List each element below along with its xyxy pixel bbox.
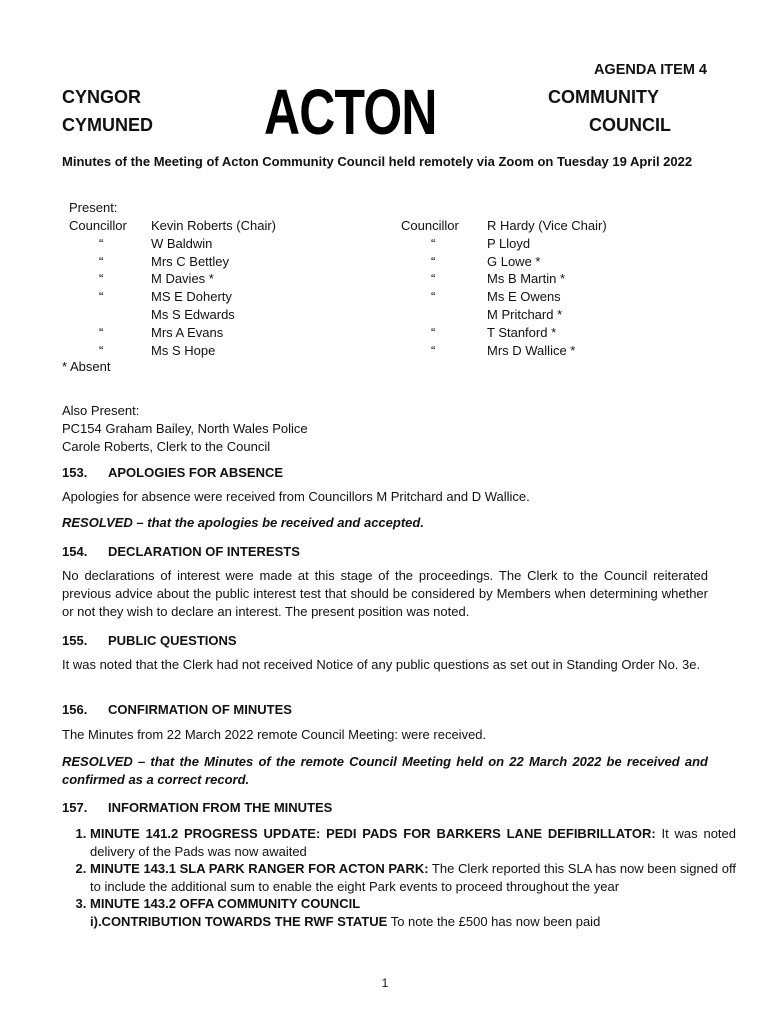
english-name-line2: COUNCIL: [589, 115, 671, 135]
also-present-line: PC154 Graham Bailey, North Wales Police: [62, 420, 308, 436]
section-text: Apologies for absence were received from Councillors M Pritchard and D Wallice.: [62, 489, 530, 504]
councillor-role: “: [431, 235, 436, 251]
councillor-role: “: [99, 342, 104, 358]
councillor-role: “: [99, 289, 104, 305]
councillor-role: “: [431, 342, 436, 358]
councillor-role: “: [99, 271, 104, 287]
resolution-text: RESOLVED – that the apologies be received and accepted.: [62, 515, 424, 530]
item-text: To note the £500 has now been paid: [387, 913, 601, 929]
list-item: [90, 860, 736, 895]
english-council-name: [548, 83, 671, 139]
councillor-role: [69, 306, 127, 324]
list-item: [90, 895, 736, 930]
list-item: [90, 825, 736, 860]
section-heading: [62, 465, 708, 480]
councillor-role: “: [431, 324, 436, 340]
english-name-line1: COMMUNITY: [548, 87, 659, 107]
councillor-role: “: [99, 253, 104, 269]
councillor-role: Councillor: [401, 218, 459, 233]
councillor-name: M Davies *: [151, 271, 214, 287]
councillor-name: Ms S Hope: [151, 342, 216, 358]
section-title: CONFIRMATION OF MINUTES: [108, 702, 292, 717]
councillor-name: G Lowe *: [487, 253, 541, 269]
section-154: [62, 544, 708, 621]
councillor-name: P Lloyd: [487, 235, 531, 251]
section-156: [62, 702, 708, 789]
councillor-role: Councillor: [69, 218, 127, 233]
item-title: MINUTE 143.2 OFFA COMMUNITY COUNCIL: [90, 896, 361, 911]
minutes-info-list: [62, 825, 736, 930]
section-heading: [62, 702, 708, 717]
item-text: The Clerk reported this SLA has now been signed off to include the additional sum to enable the eight Park events to proceed throughout the year: [90, 861, 736, 894]
councillor-name: Mrs D Wallice *: [487, 342, 576, 358]
section-text: It was noted that the Clerk had not received Notice of any public questions as set out in Standing Order No. 3e.: [62, 657, 701, 672]
councillor-role: “: [431, 253, 436, 269]
agenda-item-label: AGENDA ITEM 4: [593, 62, 707, 78]
item-text: It was noted delivery of the Pads was now awaited: [90, 826, 736, 859]
section-heading: [62, 544, 708, 559]
section-title: INFORMATION FROM THE MINUTES: [108, 800, 333, 815]
councillor-name: R Hardy (Vice Chair): [487, 218, 607, 233]
councillor-name: Ms S Edwards: [151, 306, 235, 322]
councillor-role: “: [99, 324, 104, 340]
councillor-name: Ms B Martin *: [487, 271, 566, 287]
right-names-column: [487, 217, 607, 359]
section-text: No declarations of interest were made at this stage of the proceedings. The Clerk to the Council reiterated previous advice about the public interest test that should be considered by Members when determining whether or not they wish to declare an interest. The present position was noted.: [62, 568, 708, 619]
councillor-role: “: [431, 271, 436, 287]
section-title: PUBLIC QUESTIONS: [108, 633, 237, 648]
left-names-column: [151, 217, 276, 359]
minutes-title: Minutes of the Meeting of Acton Community Council held remotely via Zoom on Tuesday 19 April 2022: [62, 154, 693, 169]
councillor-role: “: [431, 289, 436, 305]
welsh-name-line2: CYMUNED: [62, 115, 154, 135]
councillor-role: [401, 306, 459, 324]
councillor-name: M Pritchard *: [487, 306, 563, 322]
page-number: 1: [381, 976, 389, 990]
section-number: 157.: [62, 800, 88, 815]
councillor-name: MS E Doherty: [151, 289, 232, 305]
councillor-role: “: [99, 235, 104, 251]
acton-logo: ACTON: [264, 76, 437, 148]
also-present-block: [62, 402, 308, 455]
section-157: [62, 800, 708, 815]
section-number: 153.: [62, 465, 88, 480]
welsh-name-line1: CYNGOR: [62, 87, 142, 107]
councillor-name: Ms E Owens: [487, 289, 561, 305]
section-number: 155.: [62, 633, 88, 648]
also-present-label: Also Present:: [62, 403, 140, 418]
absent-note: * Absent: [62, 359, 111, 374]
section-title: APOLOGIES FOR ABSENCE: [108, 465, 284, 480]
section-heading: [62, 633, 708, 648]
section-number: 156.: [62, 702, 88, 717]
right-role-column: [401, 217, 459, 359]
section-153: [62, 465, 708, 532]
section-number: 154.: [62, 544, 88, 559]
section-text: The Minutes from 22 March 2022 remote Council Meeting: were received.: [62, 727, 487, 742]
left-role-column: [69, 217, 127, 359]
councillor-name: T Stanford *: [487, 324, 557, 340]
councillor-name: W Baldwin: [151, 235, 213, 251]
item-subtitle: i).CONTRIBUTION TOWARDS THE RWF STATUE: [90, 913, 388, 929]
section-title: DECLARATION OF INTERESTS: [108, 544, 300, 559]
section-155: [62, 633, 708, 674]
section-heading: [62, 800, 708, 815]
also-present-line: Carole Roberts, Clerk to the Council: [62, 438, 271, 454]
present-label: Present:: [69, 200, 118, 215]
resolution-text: RESOLVED – that the Minutes of the remote Council Meeting held on 22 March 2022 be received and confirmed as a correct record.: [62, 754, 708, 787]
welsh-council-name: [62, 83, 153, 139]
councillor-name: Mrs A Evans: [151, 324, 224, 340]
councillor-name: Kevin Roberts (Chair): [151, 218, 276, 233]
item-title: MINUTE 141.2 PROGRESS UPDATE: PEDI PADS FOR BARKERS LANE DEFIBRILLATOR:: [90, 826, 656, 841]
councillor-name: Mrs C Bettley: [151, 253, 230, 269]
item-title: MINUTE 143.1 SLA PARK RANGER FOR ACTON PARK:: [90, 861, 429, 876]
